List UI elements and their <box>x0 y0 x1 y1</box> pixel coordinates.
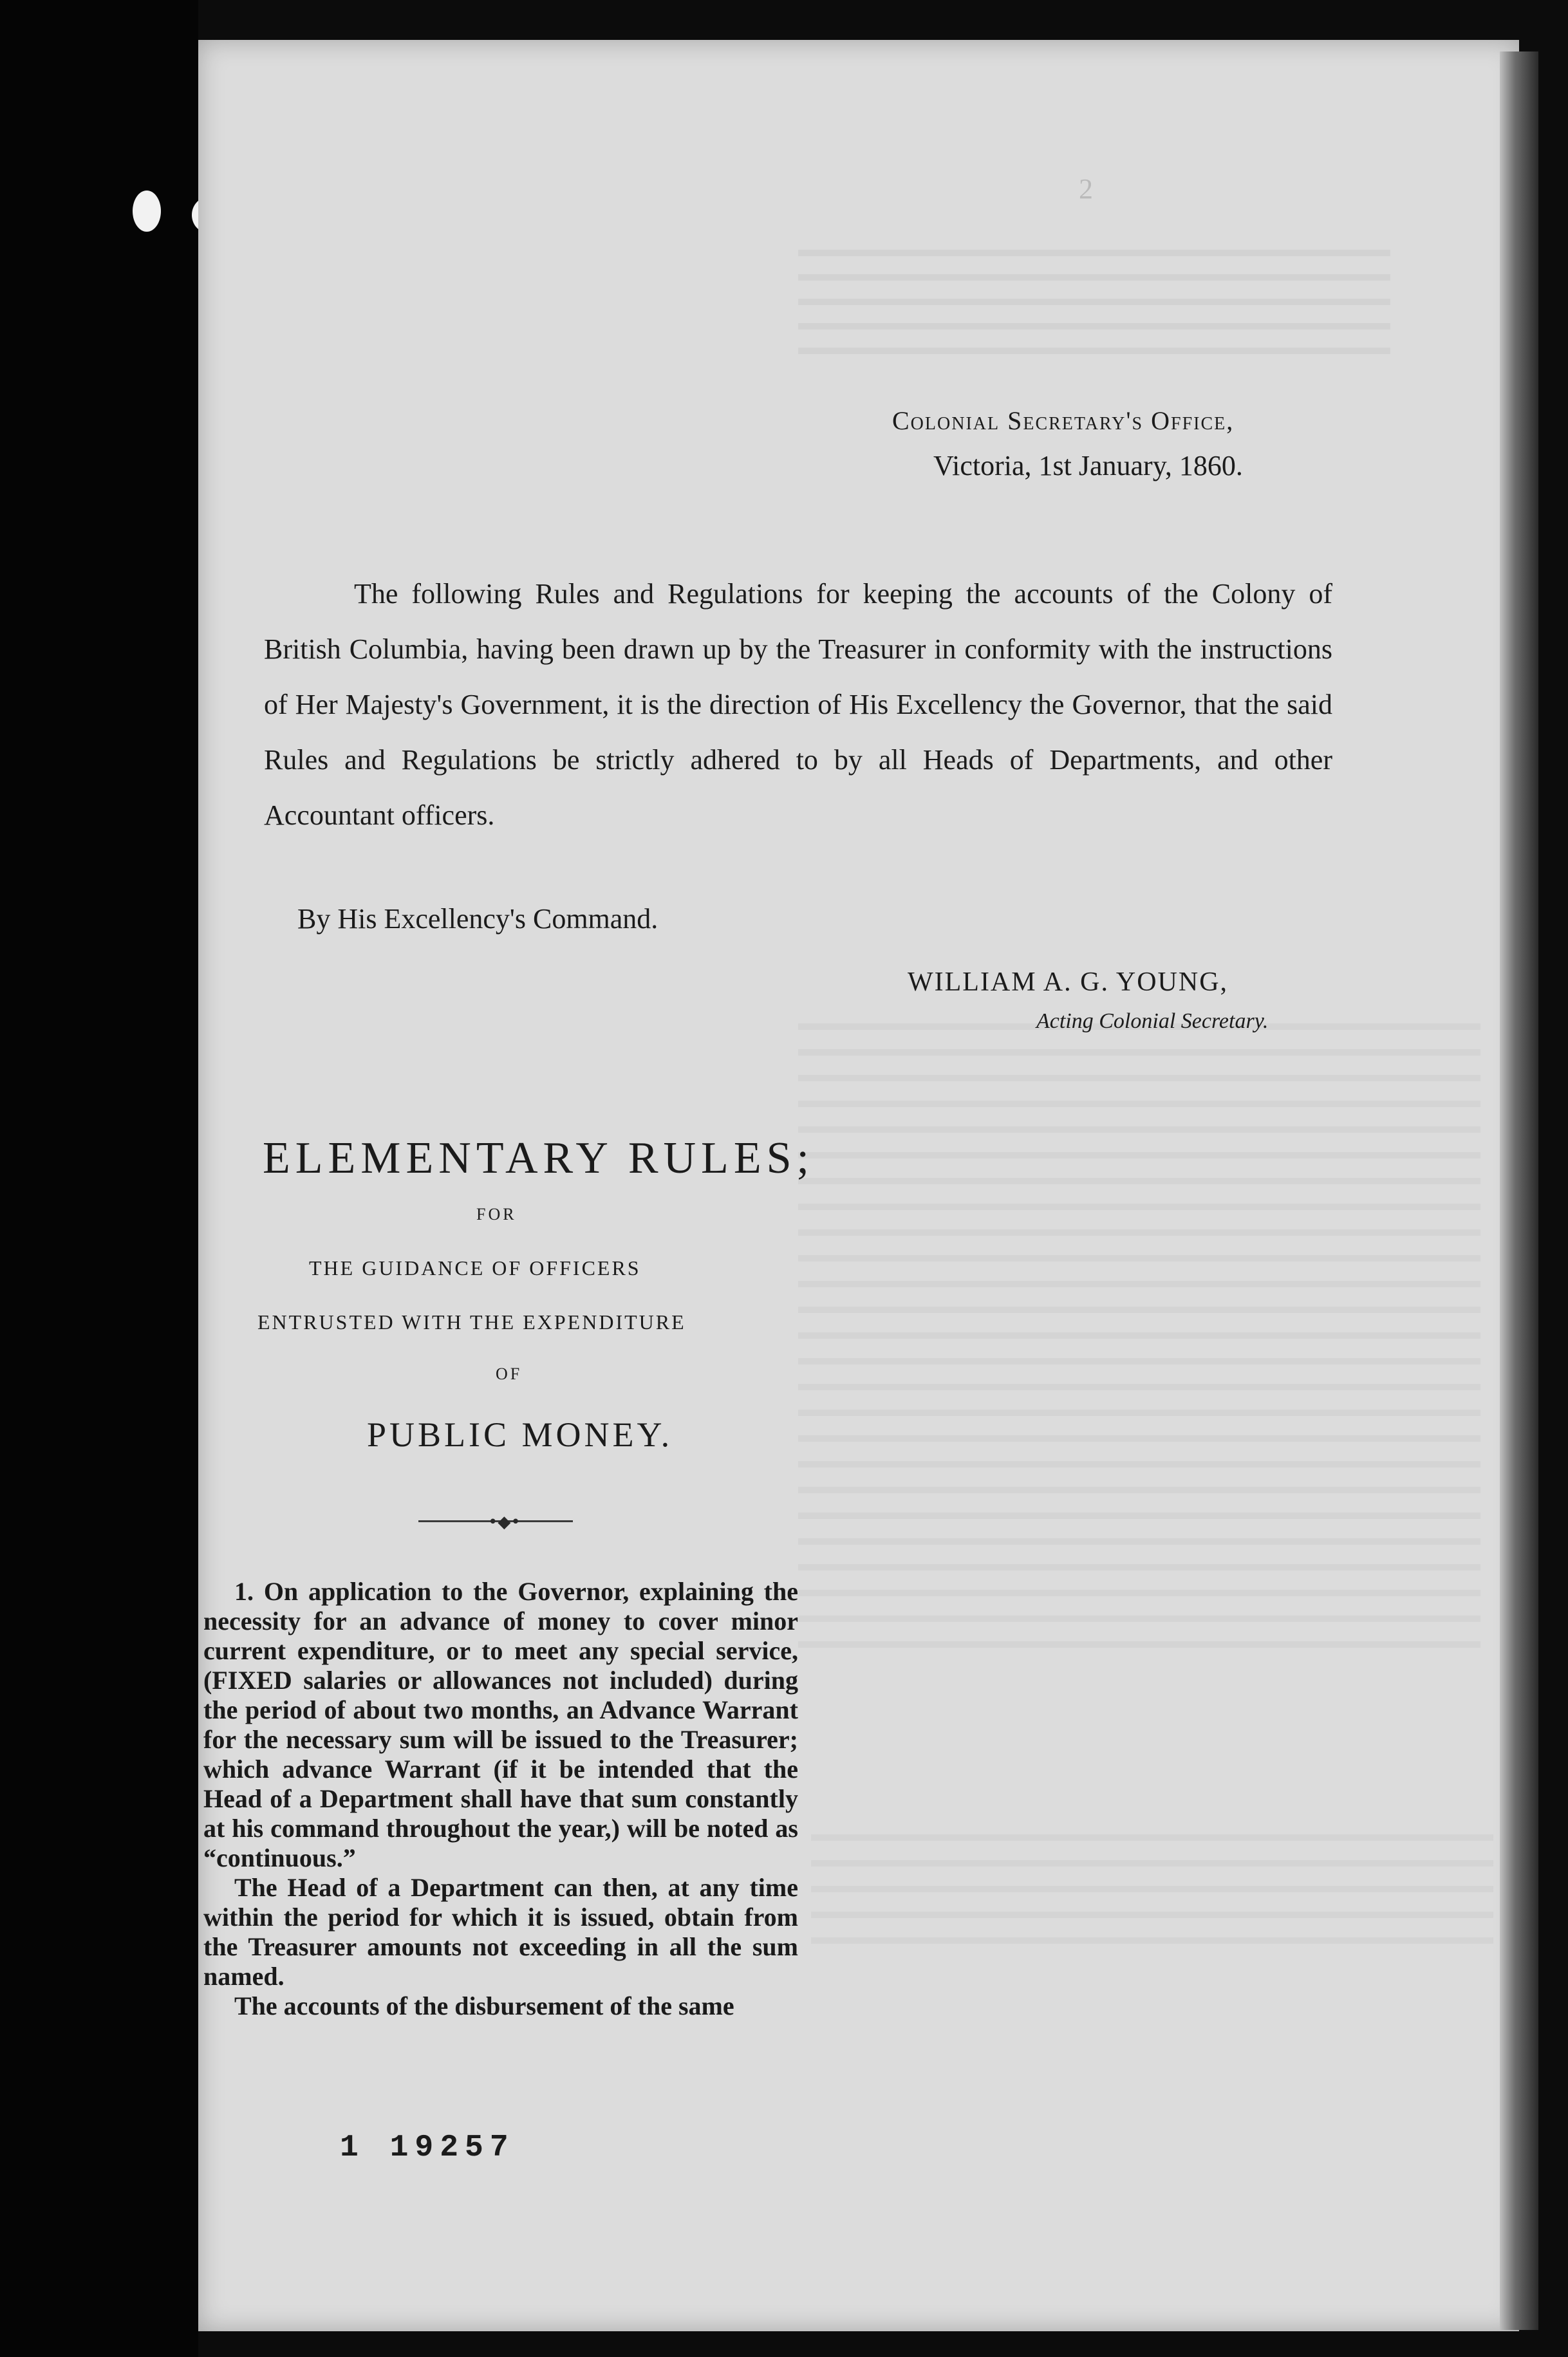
heading-line-1: THE GUIDANCE OF OFFICERS <box>309 1256 641 1280</box>
office-line: Colonial Secretary's Office, <box>892 406 1235 435</box>
page-edge <box>1500 51 1538 2330</box>
bleed-through-block <box>798 232 1390 360</box>
rule-ornament: •◆• <box>488 1513 521 1532</box>
rules-column <box>203 1577 798 2021</box>
scan-margin <box>0 0 198 2357</box>
date-line: Victoria, 1st January, 1860. <box>933 450 1243 481</box>
bleed-page-number: 2 <box>1079 173 1093 205</box>
punch-hole <box>133 191 161 232</box>
rule-paragraph-3: The accounts of the disbursement of the same <box>234 1991 734 2020</box>
heading-for: FOR <box>476 1205 517 1224</box>
bleed-through-block <box>811 1815 1493 1957</box>
heading-line-2: ENTRUSTED WITH THE EXPENDITURE <box>257 1310 686 1334</box>
fixed-emphasis: FIXED <box>212 1666 292 1695</box>
rule-paragraph-2: The Head of a Department can then, at any time within the period for which it is issued, obtain from the Treasurer amounts not exceeding in all the sum named. <box>203 1873 798 1991</box>
heading-public-money: PUBLIC MONEY. <box>367 1415 673 1454</box>
intro-paragraph: The following Rules and Regulations for keeping the accounts of the Colony of British Columbia, having been drawn up by the Treasurer in conformity with the instructions of Her Majesty's Government, it is the direction of His Excellency the Governor, that the said Rules and Regulations be strictly adhered to by all Heads of Departments, and other Accountant officers. <box>264 578 1332 831</box>
signatory-name: WILLIAM A. G. YOUNG, <box>908 967 1229 997</box>
signatory-title: Acting Colonial Secretary. <box>1036 1009 1269 1033</box>
bleed-through-block <box>798 1004 1480 1661</box>
archive-stamp-number: 1 19257 <box>340 2130 515 2165</box>
command-line: By His Excellency's Command. <box>297 903 658 935</box>
heading-of: OF <box>496 1365 523 1383</box>
section-title: ELEMENTARY RULES; <box>263 1133 814 1183</box>
rule-paragraph-1: 1. On application to the Governor, explaining the necessity for an advance of money to cover minor current expenditure, or to meet any special service, (FIXED salaries or allowances not included) during the period of about two months, an Advance Warrant for the necessary sum will be issued to the Treasurer; which advance Warrant (if it be intended that the Head of a Department shall have that sum constantly at his command throughout the year,) will be noted as “continuous.” <box>203 1577 798 1872</box>
